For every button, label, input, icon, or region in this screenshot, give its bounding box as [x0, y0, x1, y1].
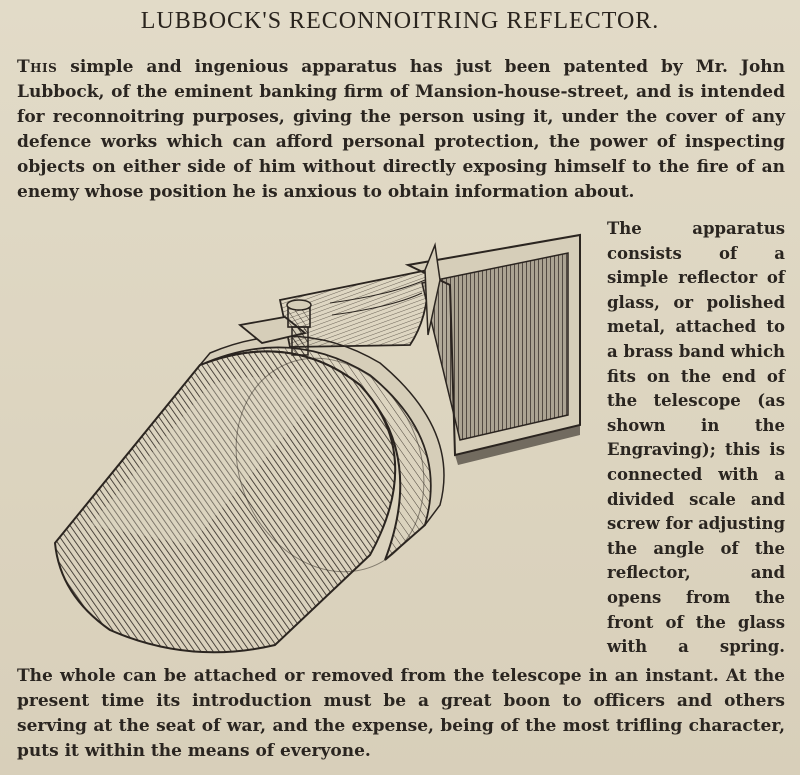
telescope-reflector-engraving-icon: [30, 225, 610, 665]
article-title: LUBBOCK'S RECONNOITRING REFLECTOR.: [140, 8, 660, 34]
article-intro-paragraph: [17, 55, 785, 205]
intro-text: simple and ingenious apparatus has just been patented by Mr. John Lubbock, of the eminent banking firm of Mansion-house-street, and is intended for reconnoitring purposes, giving the person using it, under the cover of any defence works which can afford personal protection, the power of inspecting objects on either side of him without directly exposing himself to the fire of an enemy whose position he is anxious to obtain information about.: [17, 57, 785, 202]
drop-lead-word: This: [17, 57, 58, 77]
telescope-tube: [55, 351, 395, 652]
article-closing-paragraph: The whole can be attached or removed from the telescope in an instant. At the present time its introduction must be a great boon to officers and others serving at the seat of war, and the expense, being of the most trifling character, puts it within the means of everyone.: [17, 666, 785, 761]
article-side-column: The apparatus consists of a simple reflector of glass, or polished metal, attached to a brass band which fits on the end of the telescope (as shown in the Engraving); this is connected with a divided scale and screw for adjusting the angle of the reflector, and opens from the front of the glass with a spring.: [607, 219, 785, 657]
